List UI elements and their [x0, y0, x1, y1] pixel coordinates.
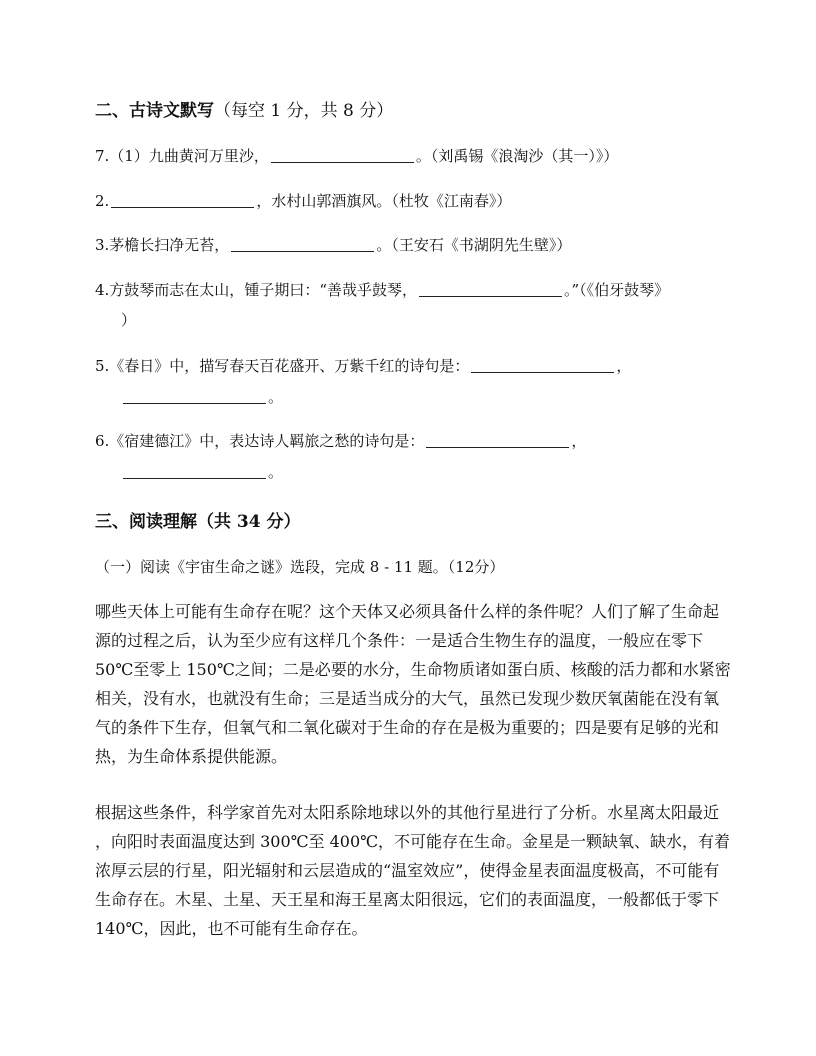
section2-heading — [95, 96, 393, 121]
q5-answer-blank-2[interactable] — [123, 389, 266, 404]
question-4 — [95, 279, 669, 300]
q2-suffix: ，水村山郭酒旗风。（杜牧《江南春》） — [256, 192, 512, 210]
q5-mid: ， — [616, 357, 632, 375]
q2-prefix: 2. — [95, 192, 110, 210]
paragraph-line: ，向阳时表面温度达到 300℃至 400℃，不可能存在生命。金星是一颗缺氧、缺水，有着 — [95, 832, 731, 851]
q4-answer-blank[interactable] — [419, 282, 562, 297]
q6-mid: ， — [571, 432, 587, 450]
section2-score: （每空 1 分，共 8 分） — [214, 101, 394, 121]
q7-suffix: 。（刘禹锡《浪淘沙（其一）》） — [415, 147, 619, 165]
q6-answer-blank-1[interactable] — [426, 433, 569, 448]
q6-prefix: 6.《宿建德江》中，表达诗人羁旅之愁的诗句是： — [95, 432, 425, 450]
paragraph-line: 140℃，因此，也不可能有生命存在。 — [95, 919, 368, 938]
question-5-line2 — [121, 386, 283, 407]
question-2 — [95, 190, 511, 211]
paragraph-line: 源的过程之后，认为至少应有这样几个条件：一是适合生物生存的温度，一般应在零下 — [95, 631, 704, 650]
paragraph-line: 气的条件下生存，但氧气和二氧化碳对于生命的存在是极为重要的；四是要有足够的光和 — [95, 718, 720, 737]
paragraph-line: 浓厚云层的行星，阳光辐射和云层造成的“温室效应”，使得金星表面温度极高，不可能有 — [95, 861, 720, 880]
paragraph-line: 相关，没有水，也就没有生命；三是适当成分的大气，虽然已发现少数厌氧菌能在没有氧 — [95, 689, 720, 708]
q6-answer-blank-2[interactable] — [123, 464, 266, 479]
q7-prefix: 7.（1）九曲黄河万里沙， — [95, 147, 269, 165]
q2-answer-blank[interactable] — [111, 193, 254, 208]
section3-heading: 三、阅读理解（共 34 分） — [95, 512, 301, 532]
q4-suffix: 。”（《伯牙鼓琴》 — [563, 281, 670, 299]
question-6 — [95, 430, 586, 451]
q7-answer-blank[interactable] — [271, 148, 414, 163]
question-3 — [95, 234, 571, 255]
reading-intro: （一）阅读《宇宙生命之谜》选段，完成 8 - 11 题。（12分） — [95, 558, 505, 576]
paragraph-line: 根据这些条件，科学家首先对太阳系除地球以外的其他行星进行了分析。水星离太阳最近 — [95, 803, 720, 822]
paragraph-line: 50℃至零上 150℃之间；二是必要的水分，生命物质诸如蛋白质、核酸的活力都和水紧密 — [95, 660, 731, 679]
paragraph-line: 生命存在。木星、土星、天王星和海王星离太阳很远，它们的表面温度，一般都低于零下 — [95, 890, 720, 909]
section2-title: 二、古诗文默写 — [95, 101, 214, 121]
paragraph-line: 热，为生命体系提供能源。 — [95, 747, 288, 766]
reading-paragraph-2 — [95, 798, 730, 943]
question-7 — [95, 145, 618, 166]
reading-paragraph-1 — [95, 597, 731, 771]
q4-prefix: 4.方鼓琴而志在太山，锺子期曰：“善哉乎鼓琴， — [95, 281, 417, 299]
question-5 — [95, 355, 631, 376]
question-6-line2 — [121, 461, 283, 482]
q3-answer-blank[interactable] — [231, 237, 374, 252]
q5-prefix: 5.《春日》中，描写春天百花盛开、万紫千红的诗句是： — [95, 357, 470, 375]
q6-end: 。 — [268, 463, 284, 481]
q4-tail: ） — [121, 311, 137, 329]
q5-end: 。 — [268, 388, 284, 406]
q5-answer-blank-1[interactable] — [471, 358, 614, 373]
q3-suffix: 。（王安石《书湖阴先生壁》） — [376, 236, 572, 254]
paragraph-line: 哪些天体上可能有生命存在呢？这个天体又必须具备什么样的条件呢？人们了解了生命起 — [95, 602, 720, 621]
q3-prefix: 3.茅檐长扫净无苔， — [95, 236, 230, 254]
